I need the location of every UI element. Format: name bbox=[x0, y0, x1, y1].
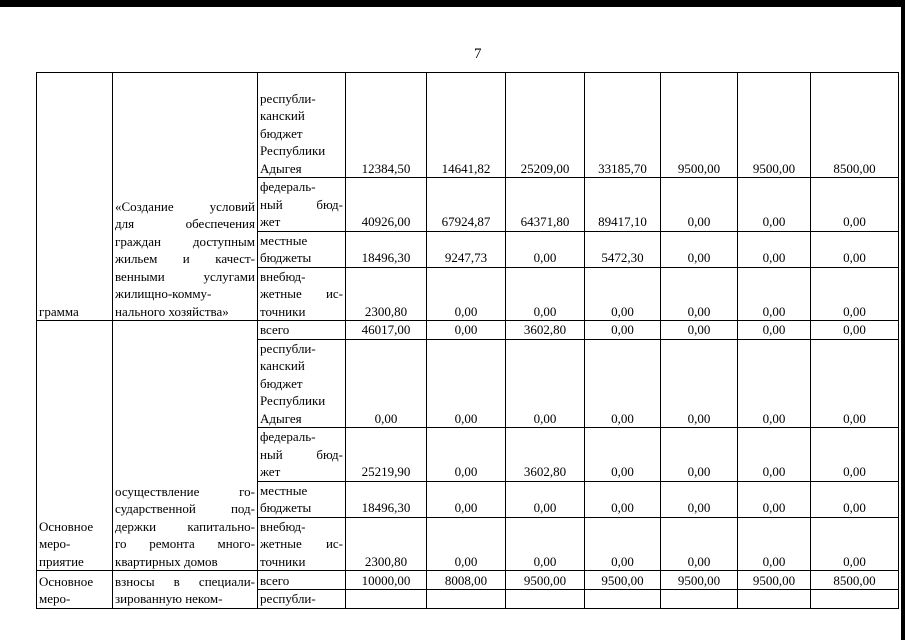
amount-cell: 0,00 bbox=[811, 481, 899, 517]
measure-name bbox=[115, 198, 255, 321]
amount-cell: 9500,00 bbox=[661, 73, 738, 178]
amount-cell: 9500,00 bbox=[738, 571, 811, 590]
amount-cell: 8008,00 bbox=[427, 571, 506, 590]
amount-cell: 0,00 bbox=[661, 321, 738, 340]
amount-cell: 0,00 bbox=[661, 428, 738, 482]
program-type-cell bbox=[37, 73, 113, 321]
funding-source-line: федераль- bbox=[260, 179, 316, 194]
amount-cell: 18496,30 bbox=[346, 481, 427, 517]
funding-source-line: Республики bbox=[260, 393, 326, 408]
funding-source-cell bbox=[258, 321, 346, 340]
amount-cell: 12384,50 bbox=[346, 73, 427, 178]
amount-cell: 0,00 bbox=[506, 267, 585, 321]
amount-cell: 2300,80 bbox=[346, 517, 427, 571]
funding-source-line: жет bbox=[260, 464, 281, 479]
amount-cell bbox=[346, 590, 427, 609]
amount-cell: 9500,00 bbox=[738, 73, 811, 178]
amount-cell: 0,00 bbox=[427, 339, 506, 428]
amount-cell: 0,00 bbox=[585, 321, 661, 340]
funding-source-line: канский bbox=[260, 358, 305, 373]
funding-source-line: бюджеты bbox=[260, 250, 312, 265]
amount-cell: 3602,80 bbox=[506, 428, 585, 482]
amount-cell: 0,00 bbox=[585, 481, 661, 517]
amount-cell: 0,00 bbox=[427, 267, 506, 321]
amount-cell: 2300,80 bbox=[346, 267, 427, 321]
funding-source-line: республи- bbox=[260, 90, 316, 106]
amount-cell: 0,00 bbox=[738, 178, 811, 232]
measure-name-cell bbox=[113, 73, 258, 321]
funding-source-line: точники bbox=[260, 303, 306, 319]
measure-name bbox=[115, 573, 255, 608]
funding-source-line: ный бюд- bbox=[260, 446, 343, 462]
amount-cell: 0,00 bbox=[811, 231, 899, 267]
amount-cell: 18496,30 bbox=[346, 231, 427, 267]
amount-cell: 0,00 bbox=[427, 321, 506, 340]
measure-name-line: держки капитально- bbox=[115, 518, 255, 534]
table-row bbox=[37, 73, 899, 178]
amount-cell: 0,00 bbox=[427, 481, 506, 517]
funding-source-line: всего bbox=[260, 572, 290, 588]
measure-name-line: для обеспечения bbox=[115, 216, 255, 231]
funding-source-line: внебюд- bbox=[260, 518, 306, 534]
measure-name-line: жилищно-комму- bbox=[115, 286, 212, 301]
amount-cell bbox=[427, 590, 506, 609]
measure-name-line: зированную неком- bbox=[115, 591, 223, 606]
amount-cell bbox=[506, 590, 585, 609]
funding-source-line: бюджеты bbox=[260, 500, 312, 515]
amount-cell: 0,00 bbox=[738, 481, 811, 517]
table-row bbox=[37, 571, 899, 590]
amount-cell: 3602,80 bbox=[506, 321, 585, 340]
table-body bbox=[37, 73, 899, 609]
amount-cell: 0,00 bbox=[661, 481, 738, 517]
amount-cell: 0,00 bbox=[427, 517, 506, 571]
funding-source-line: жетные ис- bbox=[260, 536, 343, 551]
funding-source-line: местные bbox=[260, 232, 308, 248]
funding-source-line: внебюд- bbox=[260, 268, 306, 284]
amount-cell: 0,00 bbox=[585, 517, 661, 571]
funding-source-cell bbox=[258, 481, 346, 517]
program-type-cell bbox=[37, 321, 113, 571]
amount-cell bbox=[661, 590, 738, 609]
amount-cell bbox=[585, 590, 661, 609]
budget-table bbox=[36, 72, 899, 609]
scan-right-border bbox=[901, 0, 905, 640]
measure-name-line: взносы в специали- bbox=[115, 573, 255, 589]
amount-cell: 5472,30 bbox=[585, 231, 661, 267]
scan-top-border bbox=[0, 0, 905, 7]
measure-name-line: нального хозяйства» bbox=[115, 303, 229, 319]
funding-source-line: бюджет bbox=[260, 125, 303, 141]
amount-cell: 0,00 bbox=[738, 428, 811, 482]
amount-cell: 0,00 bbox=[738, 517, 811, 571]
measure-name-line: го ремонта много- bbox=[115, 536, 255, 551]
amount-cell bbox=[811, 590, 899, 609]
measure-name-line: сударственной под- bbox=[115, 501, 255, 516]
measure-name-line: квартирных домов bbox=[115, 553, 218, 569]
measure-name-cell bbox=[113, 571, 258, 609]
amount-cell: 0,00 bbox=[811, 178, 899, 232]
amount-cell: 0,00 bbox=[506, 339, 585, 428]
program-type-line: меро- bbox=[39, 536, 71, 551]
amount-cell: 9500,00 bbox=[506, 571, 585, 590]
amount-cell: 0,00 bbox=[661, 231, 738, 267]
funding-source-cell bbox=[258, 231, 346, 267]
amount-cell: 25219,90 bbox=[346, 428, 427, 482]
program-type-line: Основное bbox=[39, 518, 94, 534]
amount-cell: 25209,00 bbox=[506, 73, 585, 178]
amount-cell: 0,00 bbox=[811, 321, 899, 340]
amount-cell: 0,00 bbox=[346, 339, 427, 428]
funding-source-cell bbox=[258, 178, 346, 232]
funding-source-cell bbox=[258, 428, 346, 482]
funding-source-line: точники bbox=[260, 553, 306, 569]
program-type-line: меро- bbox=[39, 591, 71, 606]
funding-source-line: жет bbox=[260, 214, 281, 229]
measure-name-line: «Создание условий bbox=[115, 198, 255, 214]
funding-source-cell bbox=[258, 339, 346, 428]
amount-cell: 0,00 bbox=[661, 178, 738, 232]
funding-source-line: бюджет bbox=[260, 375, 303, 391]
funding-source-cell bbox=[258, 517, 346, 571]
funding-source-line: жетные ис- bbox=[260, 286, 343, 301]
funding-source-line: республи- bbox=[260, 591, 316, 606]
funding-source-line: Адыгея bbox=[260, 160, 302, 176]
funding-source-cell bbox=[258, 571, 346, 590]
program-type-line: грамма bbox=[39, 303, 79, 319]
amount-cell: 0,00 bbox=[585, 339, 661, 428]
amount-cell: 0,00 bbox=[738, 267, 811, 321]
funding-source-line: канский bbox=[260, 108, 305, 123]
funding-source-cell bbox=[258, 590, 346, 609]
funding-source-line: всего bbox=[260, 322, 290, 337]
page-number: 7 bbox=[474, 46, 482, 62]
amount-cell: 0,00 bbox=[506, 231, 585, 267]
amount-cell: 9247,73 bbox=[427, 231, 506, 267]
funding-source-line: местные bbox=[260, 482, 308, 498]
funding-source-cell bbox=[258, 267, 346, 321]
measure-name-line: жильем и качест- bbox=[115, 251, 255, 266]
amount-cell: 0,00 bbox=[811, 267, 899, 321]
measure-name bbox=[115, 483, 255, 571]
amount-cell: 0,00 bbox=[585, 428, 661, 482]
amount-cell: 8500,00 bbox=[811, 73, 899, 178]
program-type-cell bbox=[37, 571, 113, 609]
amount-cell: 9500,00 bbox=[585, 571, 661, 590]
amount-cell: 9500,00 bbox=[661, 571, 738, 590]
amount-cell: 0,00 bbox=[506, 481, 585, 517]
amount-cell bbox=[738, 590, 811, 609]
measure-name-line: венными услугами bbox=[115, 268, 255, 284]
amount-cell: 0,00 bbox=[661, 267, 738, 321]
funding-source-line: ный бюд- bbox=[260, 196, 343, 212]
amount-cell: 0,00 bbox=[661, 339, 738, 428]
amount-cell: 33185,70 bbox=[585, 73, 661, 178]
program-type-line: приятие bbox=[39, 553, 84, 569]
amount-cell: 0,00 bbox=[811, 517, 899, 571]
amount-cell: 0,00 bbox=[738, 231, 811, 267]
amount-cell: 40926,00 bbox=[346, 178, 427, 232]
measure-name-line: осуществление го- bbox=[115, 483, 255, 499]
amount-cell: 0,00 bbox=[811, 428, 899, 482]
amount-cell: 14641,82 bbox=[427, 73, 506, 178]
amount-cell: 89417,10 bbox=[585, 178, 661, 232]
funding-source-line: Адыгея bbox=[260, 410, 302, 426]
funding-source-line: республи- bbox=[260, 340, 316, 356]
funding-source-line: федераль- bbox=[260, 429, 316, 444]
amount-cell: 64371,80 bbox=[506, 178, 585, 232]
amount-cell: 67924,87 bbox=[427, 178, 506, 232]
program-type-line: Основное bbox=[39, 573, 94, 589]
amount-cell: 8500,00 bbox=[811, 571, 899, 590]
amount-cell: 46017,00 bbox=[346, 321, 427, 340]
amount-cell: 0,00 bbox=[661, 517, 738, 571]
amount-cell: 10000,00 bbox=[346, 571, 427, 590]
amount-cell: 0,00 bbox=[811, 339, 899, 428]
amount-cell: 0,00 bbox=[585, 267, 661, 321]
amount-cell: 0,00 bbox=[427, 428, 506, 482]
table-row bbox=[37, 321, 899, 340]
funding-source-line: Республики bbox=[260, 143, 326, 158]
amount-cell: 0,00 bbox=[738, 339, 811, 428]
measure-name-cell bbox=[113, 321, 258, 571]
measure-name-line: граждан доступным bbox=[115, 233, 255, 249]
funding-source-cell bbox=[258, 73, 346, 178]
amount-cell: 0,00 bbox=[738, 321, 811, 340]
amount-cell: 0,00 bbox=[506, 517, 585, 571]
